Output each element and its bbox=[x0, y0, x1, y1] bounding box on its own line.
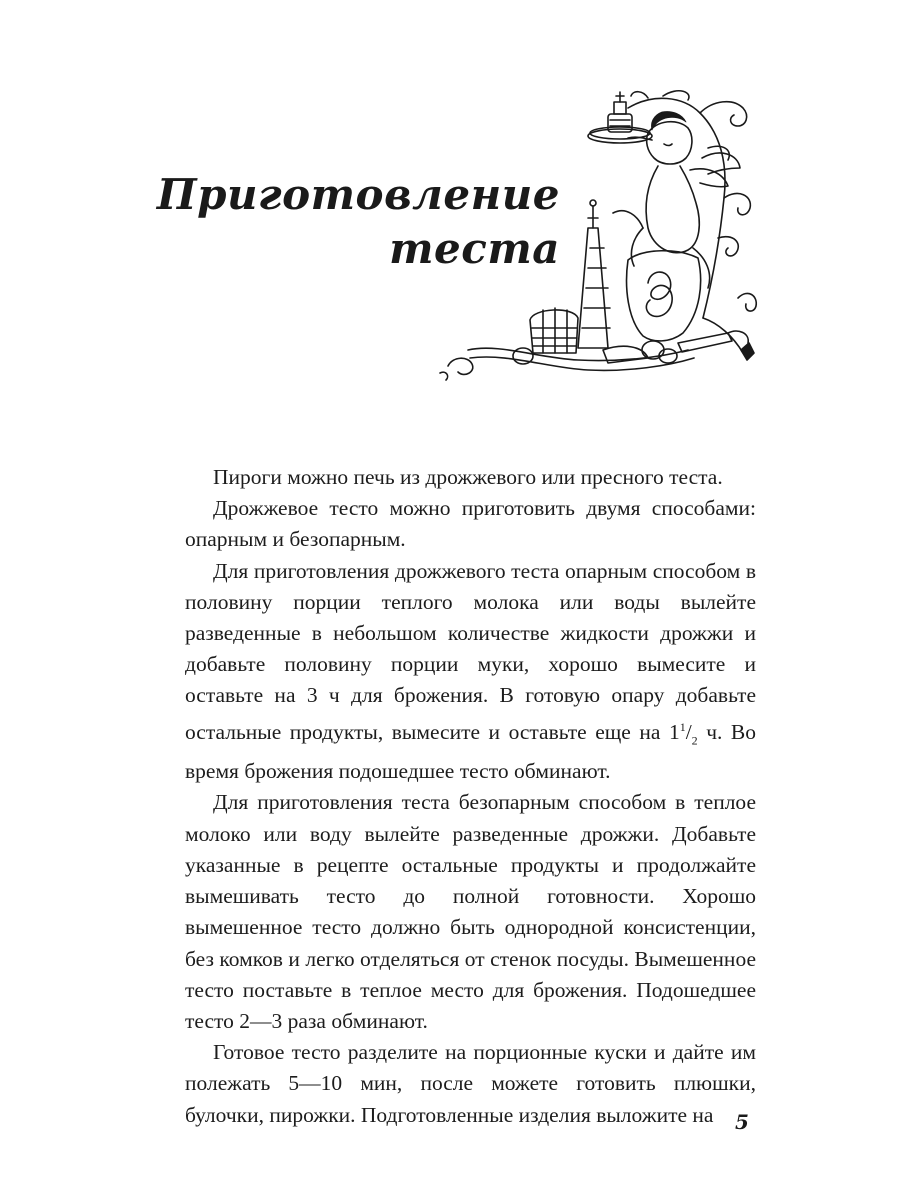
platter-base bbox=[440, 333, 732, 380]
fraction-one-and-half: $1^1/_2$ bbox=[668, 719, 698, 748]
paragraph: Для приготовления теста безопарным способом в теплое молоко или воду вылейте разведенные дрожжи. Добавьте указанные в рецепте остальные продукты и продолжайте вымешивать тесто до полной готовности. Хорошо вымешенное тесто должно быть однородной консистенции, без комков и легко отделяться от стенок посуды. Вымешенное тесто поставьте в теплое место для брожения. Подошедшее тесто 2—3 раза обминают. bbox=[185, 790, 756, 1033]
cherub-baking-illustration bbox=[438, 88, 763, 388]
chapter-title-line-2: теста bbox=[389, 224, 560, 273]
page-number: 5 bbox=[735, 1110, 749, 1134]
chapter-title-line-1: Приготовление bbox=[156, 170, 560, 219]
basket bbox=[530, 308, 578, 353]
paragraph: Дрожжевое тесто можно приготовить двумя способами: опарным и безопарным. bbox=[185, 496, 756, 552]
decorated-cake-tower bbox=[578, 200, 610, 348]
body-text bbox=[185, 462, 756, 1131]
cake-tray bbox=[588, 92, 652, 143]
paragraph-opara bbox=[185, 556, 756, 788]
cherub-figure bbox=[613, 111, 740, 288]
opara-text-end: ч. Во время брожения подошедшее тесто обминают. bbox=[185, 719, 756, 784]
pretzel-shield bbox=[627, 251, 701, 341]
paragraph: Пироги можно печь из дрожжевого или пресного теста. bbox=[213, 465, 723, 489]
paragraph: Готовое тесто разделите на порционные куски и дайте им полежать 5—10 мин, после можете готовить плюшки, булочки, пирожки. Подготовленные изделия выложите на bbox=[185, 1040, 756, 1127]
opara-text-start: Для приготовления дрожжевого теста опарным способом в половину порции теплого молока или воды вылейте разведенные в небольшом количестве жидкости дрожжи и добавьте половину порции муки, хорошо вымесите и оставьте на 3 ч для брожения. В готовую опару добавьте остальные продукты, вымесите и оставьте еще на bbox=[185, 558, 756, 744]
